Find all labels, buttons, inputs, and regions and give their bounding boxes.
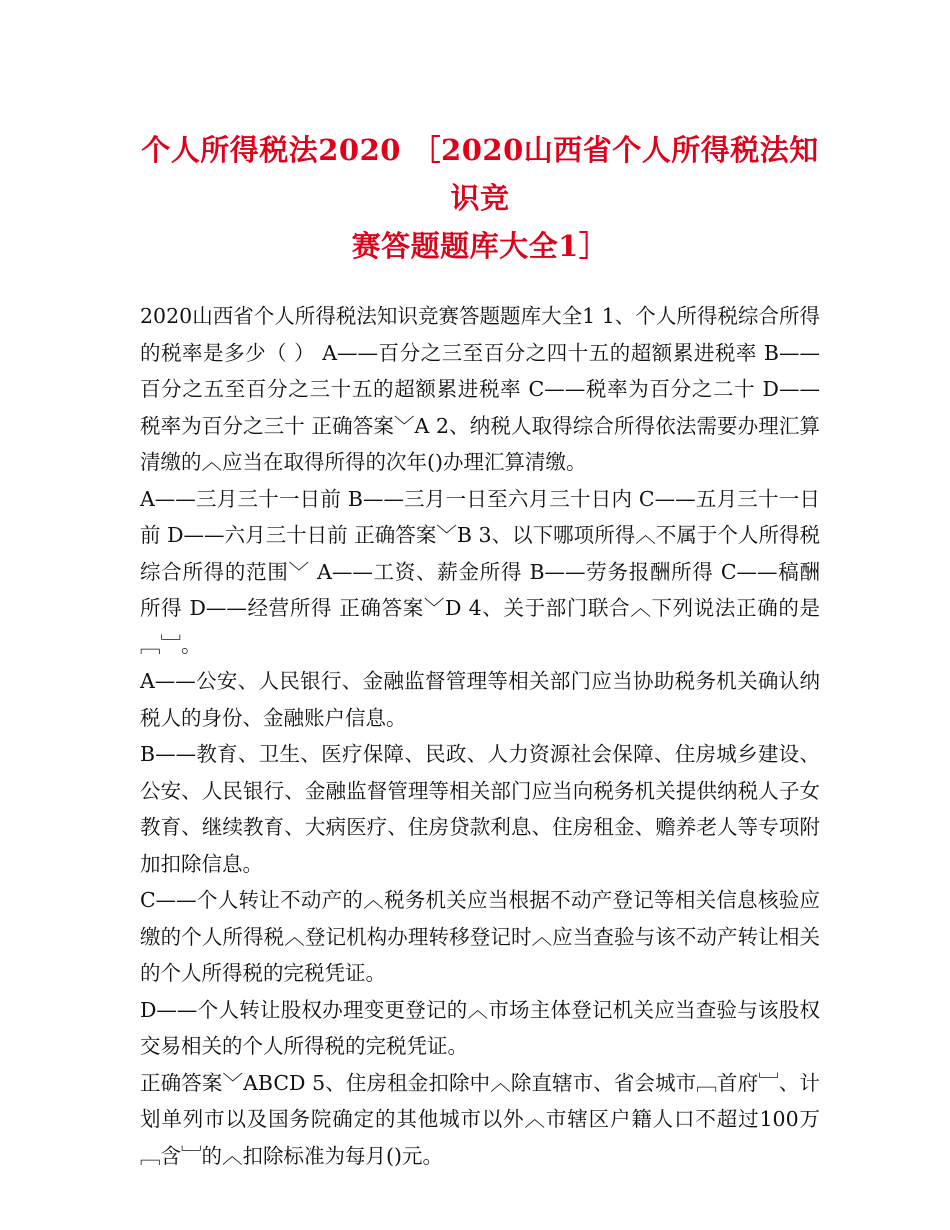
paragraph: D——个人转让股权办理变更登记的︿市场主体登记机关应当查验与该股权交易相关的个人所得税的完税凭证。 [140,997,820,1058]
document-body [140,298,820,1174]
document-title [140,126,820,270]
paragraph: B——教育、卫生、医疗保障、民政、人力资源社会保障、住房城乡建设、公安、人民银行、金融监督管理等相关部门应当向税务机关提供纳税人子女教育、继续教育、大病医疗、住房贷款利息、住房租金、赡养老人等专项附加扣除信息。 [140,742,820,876]
paragraph: A——三月三十一日前 B——三月一日至六月三十日内 C——五月三十一日前 D——六月三十日前 正确答案﹀B 3、以下哪项所得︿不属于个人所得税综合所得的范围﹀ A——工资、薪金所得 B——劳务报酬所得 C——稿酬所得 D——经营所得 正确答案﹀D 4、关于部门联合︿下列说法正确的是﹇﹈。 [140,486,820,657]
paragraph: 正确答案﹀ABCD 5、住房租金扣除中︿除直辖市、省会城市﹇首府﹈、计划单列市以及国务院确定的其他城市以外︿市辖区户籍人口不超过100万﹇含﹈的︿扣除标准为每月()元。 [140,1070,820,1168]
title-line-1: 个人所得税法2020 ［2020山西省个人所得税法知识竞 [141,133,819,215]
paragraph: 2020山西省个人所得税法知识竞赛答题题库大全1 1、个人所得税综合所得的税率是多少（ ） A——百分之三至百分之四十五的超额累进税率 B——百分之五至百分之三十五的超额累进税率 C——税率为百分之二十 D——税率为百分之三十 正确答案﹀A 2、纳税人取得综合所得依法需要办理汇算清缴的︿应当在取得所得的次年()办理汇算清缴。 [140,304,820,474]
title-line-2: 赛答题题库大全1］ [351,229,609,263]
paragraph: C——个人转让不动产的︿税务机关应当根据不动产登记等相关信息核验应缴的个人所得税︿登记机构办理转移登记时︿应当查验与该不动产转让相关的个人所得税的完税凭证。 [140,888,820,985]
paragraph: A——公安、人民银行、金融监督管理等相关部门应当协助税务机关确认纳税人的身份、金融账户信息。 [140,669,820,730]
